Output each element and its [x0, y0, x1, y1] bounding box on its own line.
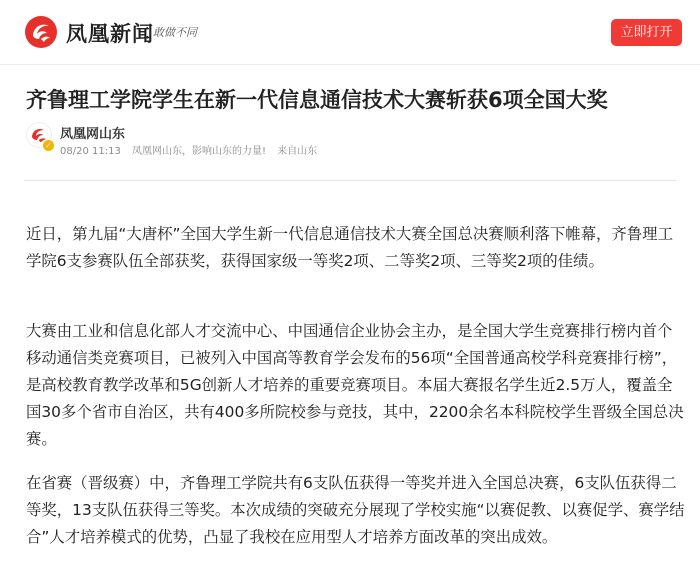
verified-badge-icon: ✓ [42, 139, 55, 152]
source-origin: 来自山东 [277, 146, 318, 157]
publish-time: 08/20 11:13 [60, 146, 121, 157]
brand-name[interactable]: 凤凰新闻 [66, 21, 154, 46]
article-title: 齐鲁理工学院学生在新一代信息通信技术大赛斩获6项全国大奖 [26, 88, 608, 112]
open-in-app-button[interactable]: 立即打开 [611, 19, 682, 46]
article-paragraph: 大赛由工业和信息化部人才交流中心、中国通信企业协会主办，是全国大学生竞赛排行榜内首个移动通信类竞赛项目，已被列入中国高等教育学会发布的56项“全国普通高校学科竞赛排行榜”，是高校教育教学改革和5G创新人才培养的重要竞赛项目。本届大赛报名学生近2.5万人，覆盖全国30多个省市自治区，共有400多所院校参与竞技，其中，2200余名本科院校学生晋级全国总决赛。 [26, 322, 684, 448]
phoenix-logo-icon[interactable] [24, 15, 58, 49]
header-divider [24, 180, 676, 181]
article-meta [60, 142, 325, 157]
article-paragraph: 近日，第九届“大唐杯”全国大学生新一代信息通信技术大赛全国总决赛顺利落下帷幕，齐鲁理工学院6支参赛队伍全部获奖，获得国家级一等奖2项、二等奖2项、三等奖2项的佳绩。 [26, 225, 673, 270]
brand-slogan: 敢做不同 [153, 26, 197, 39]
source-tagline: 凤凰网山东，影响山东的力量! [132, 146, 267, 157]
source-name[interactable]: 凤凰网山东 [60, 127, 126, 142]
top-bar [0, 0, 700, 65]
article-paragraph: 在省赛（晋级赛）中，齐鲁理工学院共有6支队伍获得一等奖并进入全国总决赛，6支队伍获得二等奖，13支队伍获得三等奖。本次成绩的突破充分展现了学校实施“以赛促教、以赛促学、赛学结合”人才培养模式的优势，凸显了我校在应用型人才培养方面改革的突出成效。 [26, 474, 685, 546]
